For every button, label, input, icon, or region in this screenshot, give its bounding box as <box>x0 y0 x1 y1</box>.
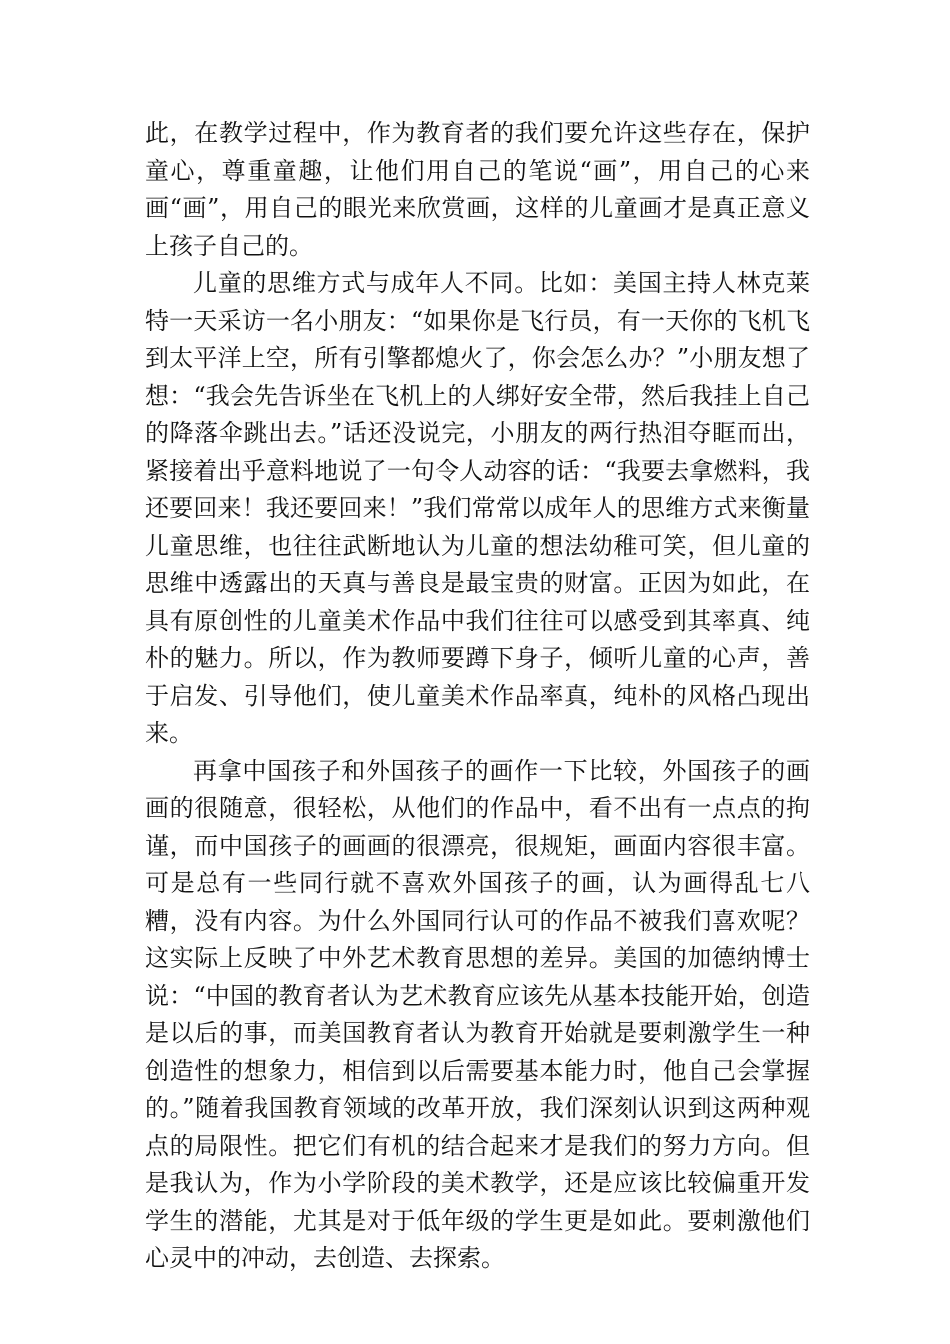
paragraph-continuation: 此，在教学过程中，作为教育者的我们要允许这些存在，保护童心，尊重童趣，让他们用自己的笔说“画”，用自己的心来画“画”，用自己的眼光来欣赏画，这样的儿童画才是真正意义上孩子自己的。 <box>145 119 810 260</box>
paragraph-child-thinking: 儿童的思维方式与成年人不同。比如：美国主持人林克莱特一天采访一名小朋友：“如果你是飞行员，有一天你的飞机飞到太平洋上空，所有引擎都熄火了，你会怎么办？”小朋友想了想：“我会先告诉坐在飞机上的人绑好安全带，然后我挂上自己的降落伞跳出去。”话还没说完，小朋友的两行热泪夺眶而出，紧接着出乎意料地说了一句令人动容的话：“我要去拿燃料，我还要回来！我还要回来！”我们常常以成年人的思维方式来衡量儿童思维，也往往武断地认为儿童的想法幼稚可笑，但儿童的思维中透露出的天真与善良是最宝贵的财富。正因为如此，在具有原创性的儿童美术作品中我们往往可以感受到其率真、纯朴的魅力。所以，作为教师要蹲下身子，倾听儿童的心声，善于启发、引导他们，使儿童美术作品率真，纯朴的风格凸现出来。 <box>145 269 810 747</box>
paragraph-china-vs-foreign: 再拿中国孩子和外国孩子的画作一下比较，外国孩子的画画的很随意，很轻松，从他们的作品中，看不出有一点点的拘谨，而中国孩子的画画的很漂亮，很规矩，画面内容很丰富。可是总有一些同行就不喜欢外国孩子的画，认为画得乱七八糟，没有内容。为什么外国同行认可的作品不被我们喜欢呢？这实际上反映了中外艺术教育思想的差异。美国的加德纳博士说：“中国的教育者认为艺术教育应该先从基本技能开始，创造是以后的事，而美国教育者认为教育开始就是要刺激学生一种创造性的想象力，相信到以后需要基本能力时，他自己会掌握的。”随着我国教育领域的改革开放，我们深刻认识到这两种观点的局限性。把它们有机的结合起来才是我们的努力方向。但是我认为，作为小学阶段的美术教学，还是应该比较偏重开发学生的潜能，尤其是对于低年级的学生更是如此。要刺激他们心灵中的冲动，去创造、去探索。 <box>145 756 810 1272</box>
document-body <box>145 115 810 1278</box>
